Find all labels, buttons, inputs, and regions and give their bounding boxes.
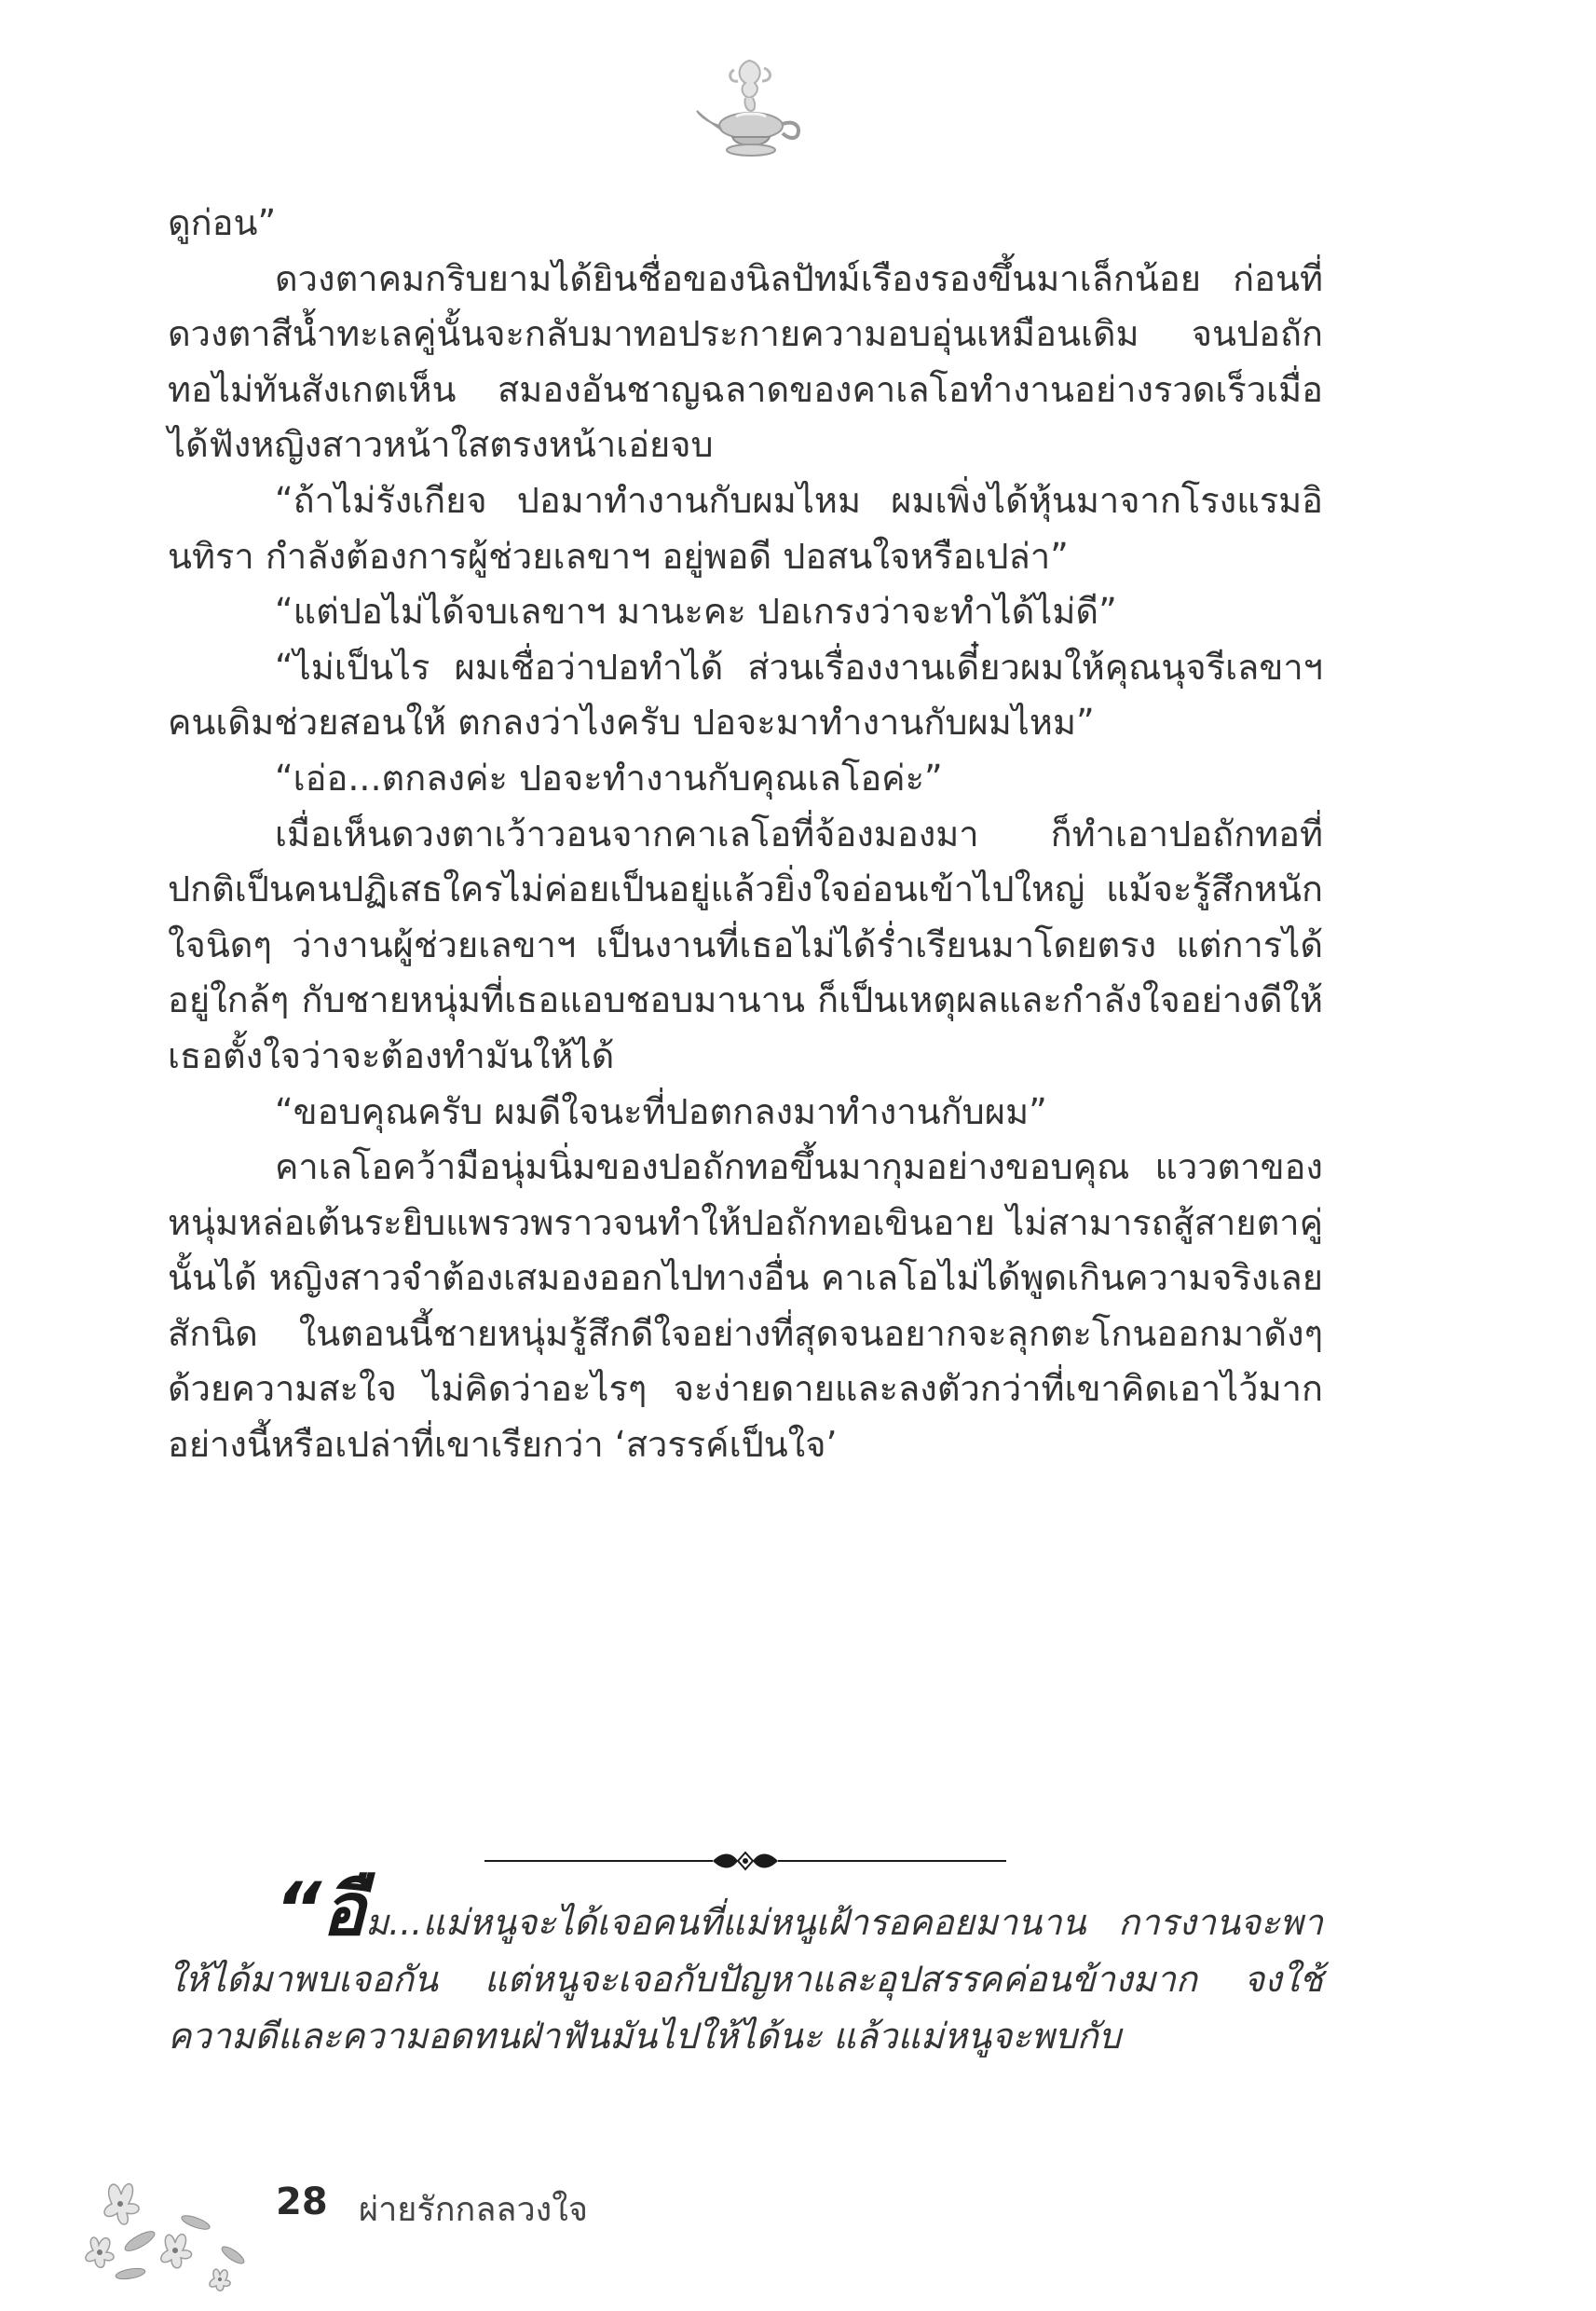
fortune-passage xyxy=(168,1868,1323,2065)
page-number: 28 xyxy=(276,2181,328,2223)
paragraph-9: คาเลโอคว้ามือนุ่มนิ่มของปอถักทอขึ้นมากุมอย่างขอบคุณ แววตาของหนุ่มหล่อเต้นระยิบแพรวพราวจนทำให้ปอถักทอเขินอาย ไม่สามารถสู้สายตาคู่นั้นได้ หญิงสาวจำต้องเสมองออกไปทางอื่น คาเลโอไม่ได้พูดเกินความจริงเลยสักนิด ในตอนนี้ชายหนุ่มรู้สึกดีใจอย่างที่สุดจนอยากจะลุกตะโกนออกมาดังๆ ด้วยความสะใจ ไม่คิดว่าอะไรๆ จะง่ายดายและลงตัวกว่าที่เขาคิดเอาไว้มาก อย่างนี้หรือเปล่าที่เขาเรียกว่า ‘สวรรค์เป็นใจ’ xyxy=(168,1146,1323,1466)
book-title: ผ่ายรักกลลวงใจ xyxy=(359,2191,588,2229)
ornamental-divider-icon xyxy=(484,1847,1006,1875)
drop-cap: “อื xyxy=(275,1868,366,1952)
genie-lamp-icon xyxy=(689,51,811,168)
paragraph-4: “แต่ปอไม่ได้จบเลขาฯ มานะคะ ปอเกรงว่าจะทำได้ไม่ดี” xyxy=(275,591,1117,633)
paragraph-5: “ไม่เป็นไร ผมเชื่อว่าปอทำได้ ส่วนเรื่องงานเดี๋ยวผมให้คุณนุจรีเลขาฯ คนเดิมช่วยสอนให้ ตกลงว่าไงครับ ปอจะมาทำงานกับผมไหม” xyxy=(168,646,1323,744)
paragraph-2: ดวงตาคมกริบยามได้ยินชื่อของนิลปัทม์เรืองรองขึ้นมาเล็กน้อย ก่อนที่ดวงตาสีน้ำทะเลคู่นั้นจะกลับมาทอประกายความอบอุ่นเหมือนเดิม จนปอถักทอไม่ทันสังเกตเห็น สมองอันชาญฉลาดของคาเลโอทำงานอย่างรวดเร็วเมื่อได้ฟังหญิงสาวหน้าใสตรงหน้าเอ่ยจบ xyxy=(168,257,1323,466)
paragraph-3: “ถ้าไม่รังเกียจ ปอมาทำงานกับผมไหม ผมเพิ่งได้หุ้นมาจากโรงแรมอินทิรา กำลังต้องการผู้ช่วยเลขาฯ อยู่พอดี ปอสนใจหรือเปล่า” xyxy=(168,479,1323,577)
fortune-text: ม...แม่หนูจะได้เจอคนที่แม่หนูเฝ้ารอคอยมานาน การงานจะพาให้ได้มาพบเจอกัน แต่หนูจะเจอกับปัญหาและอุปสรรคค่อนข้างมาก จงใช้ความดีและความอดทนฝ่าฟันมันไปให้ได้นะ แล้วแม่หนูจะพบกับ xyxy=(168,1902,1323,2057)
paragraph-7: เมื่อเห็นดวงตาเว้าวอนจากคาเลโอที่จ้องมองมา ก็ทำเอาปอถักทอที่ปกติเป็นคนปฏิเสธใครไม่ค่อยเป็นอยู่แล้วยิ่งใจอ่อนเข้าไปใหญ่ แม้จะรู้สึกหนักใจนิดๆ ว่างานผู้ช่วยเลขาฯ เป็นงานที่เธอไม่ได้ร่ำเรียนมาโดยตรง แต่การได้อยู่ใกล้ๆ กับชายหนุ่มที่เธอแอบชอบมานาน ก็เป็นเหตุผลและกำลังใจอย่างดีให้เธอตั้งใจว่าจะต้องทำมันให้ได้ xyxy=(168,813,1323,1076)
paragraph-8: “ขอบคุณครับ ผมดีใจนะที่ปอตกลงมาทำงานกับผม” xyxy=(275,1090,1047,1132)
paragraph-6: “เอ่อ...ตกลงค่ะ ปอจะทำงานกับคุณเลโอค่ะ” xyxy=(275,757,943,799)
body-text xyxy=(168,196,1323,1473)
paragraph-1: ดูก่อน” xyxy=(168,202,277,243)
flower-bouquet-icon xyxy=(75,2148,289,2297)
